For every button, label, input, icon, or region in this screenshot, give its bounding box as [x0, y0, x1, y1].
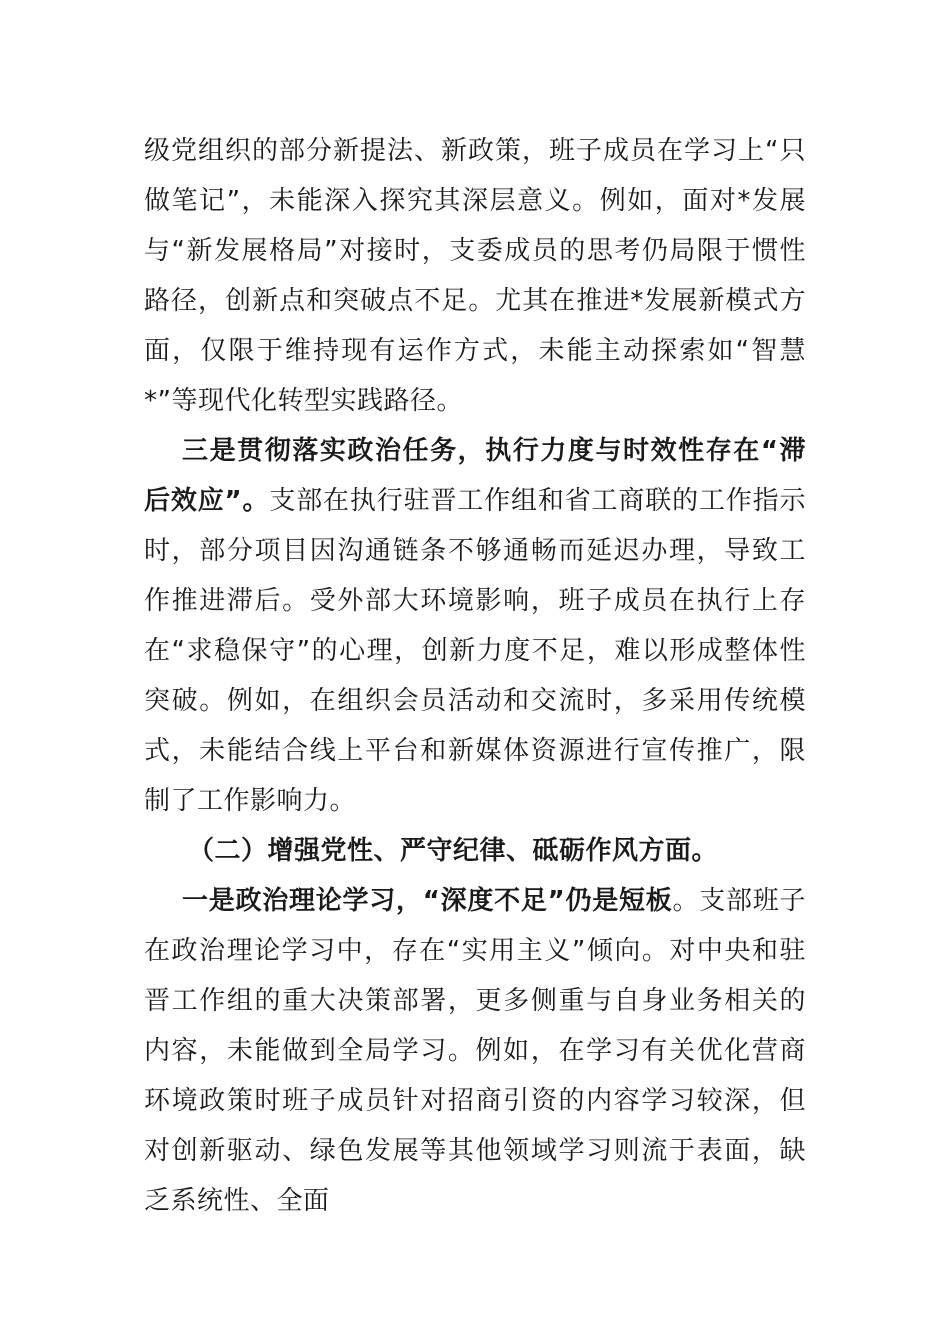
paragraph-2	[144, 426, 806, 826]
paragraph-3-lead: 一是政治理论学习，“深度不足”仍是短板	[182, 886, 673, 916]
document-page	[144, 126, 806, 1226]
paragraph-3	[144, 876, 806, 1226]
paragraph-1-text: 级党组织的部分新提法、新政策，班子成员在学习上“只做笔记”，未能深入探究其深层意义。例如，面对*发展与“新发展格局”对接时，支委成员的思考仍局限于惯性路径，创新点和突破点不足。尤其在推进*发展新模式方面，仅限于维持现有运作方式，未能主动探索如“智慧*”等现代化转型实践路径。	[144, 136, 806, 416]
paragraph-2-text: 支部在执行驻晋工作组和省工商联的工作指示时，部分项目因沟通链条不够通畅而延迟办理，导致工作推进滞后。受外部大环境影响，班子成员在执行上存在“求稳保守”的心理，创新力度不足，难以形成整体性突破。例如，在组织会员活动和交流时，多采用传统模式，未能结合线上平台和新媒体资源进行宣传推广，限制了工作影响力。	[144, 486, 806, 816]
paragraph-2-lead: 三是贯彻落实政治任务，执行力度与时效性存在“滞后效应”。	[144, 436, 806, 516]
paragraph-3-text: 。支部班子在政治理论学习中，存在“实用主义”倾向。对中央和驻晋工作组的重大决策部署，更多侧重与自身业务相关的内容，未能做到全局学习。例如，在学习有关优化营商环境政策时班子成员针对招商引资的内容学习较深，但对创新驱动、绿色发展等其他领域学习则流于表面，缺乏系统性、全面	[144, 886, 806, 1216]
section-heading: （二）增强党性、严守纪律、砥砺作风方面。	[188, 836, 719, 866]
paragraph-1	[144, 126, 806, 426]
